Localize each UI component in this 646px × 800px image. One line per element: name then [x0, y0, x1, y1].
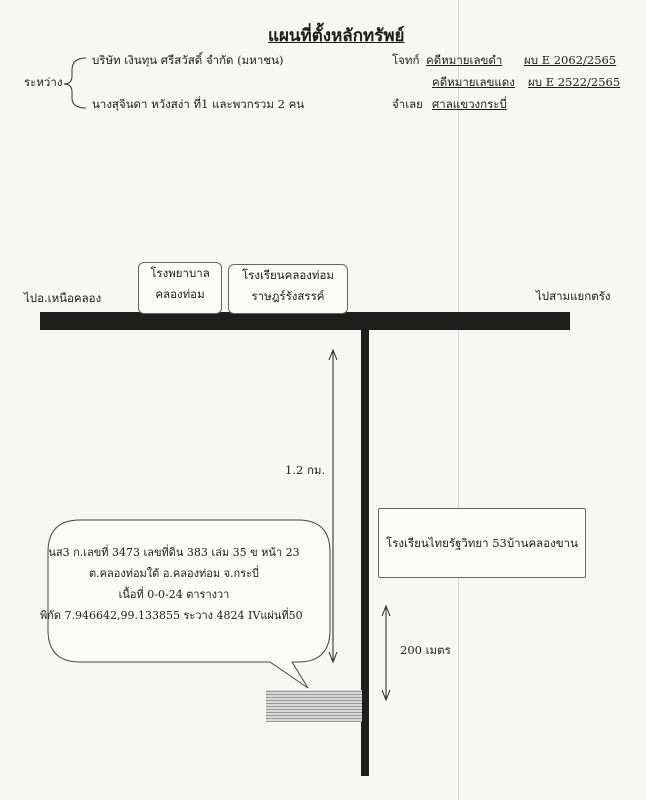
landmark-school-2-label: โรงเรียนไทยรัฐวิทยา 53บ้านคลองขาน: [386, 536, 578, 550]
court-name: ศาลแขวงกระบี่: [432, 97, 507, 111]
title-deed-line3: เนื้อที่ 0-0-24 ตารางวา: [118, 588, 230, 601]
black-case-number: ผบ E 2062/2565: [524, 53, 617, 67]
landmark-hospital-line1: โรงพยาบาล: [150, 266, 210, 280]
defendant-role: จำเลย: [392, 97, 423, 111]
red-case-label: คดีหมายเลขแดง: [432, 75, 515, 89]
property-plot-marker: [266, 690, 362, 722]
landmark-school-1-line1: โรงเรียนคลองท่อม: [241, 268, 334, 282]
document-title: แผนที่ตั้งหลักทรัพย์: [268, 26, 405, 46]
title-deed-line2: ต.คลองท่อมใต้ อ.คลองท่อม จ.กระบี่: [88, 567, 260, 580]
title-deed-line1: นส3 ก.เลขที่ 3473 เลขที่ดิน 383 เล่ม 35 ข หน้า 23: [48, 546, 300, 559]
plaintiff-name: บริษัท เงินทุน ศรีสวัสดิ์ จำกัด (มหาชน): [92, 53, 284, 67]
red-case-number: ผบ E 2522/2565: [528, 75, 621, 89]
road-right-label: ไปสามแยกตรัง: [536, 289, 611, 303]
defendant-name: นางสุจินดา หวังสง่า ที่1 และพวกรวม 2 คน: [92, 97, 305, 111]
main-road: [40, 312, 570, 330]
distance-label-2: 200 เมตร: [400, 643, 451, 657]
side-road: [361, 330, 369, 776]
title-deed-details: [40, 542, 308, 626]
distance-label-1: 1.2 กม.: [285, 463, 326, 477]
between-label: ระหว่าง: [24, 75, 63, 89]
black-case-label: คดีหมายเลขดำ: [426, 53, 503, 67]
landmark-school-1-box: [228, 264, 348, 314]
title-deed-line4: พิกัด 7.946642,99.133855 ระวาง 4824 IVแผ่นที่50: [40, 609, 303, 622]
landmark-hospital-box: [138, 262, 222, 314]
landmark-school-2-box: [378, 508, 586, 578]
plaintiff-role: โจทก์: [392, 53, 420, 67]
landmark-hospital-line2: คลองท่อม: [155, 287, 205, 301]
road-left-label: ไปอ.เหนือคลอง: [24, 291, 102, 305]
landmark-school-1-line2: ราษฎร์รังสรรค์: [251, 289, 325, 303]
